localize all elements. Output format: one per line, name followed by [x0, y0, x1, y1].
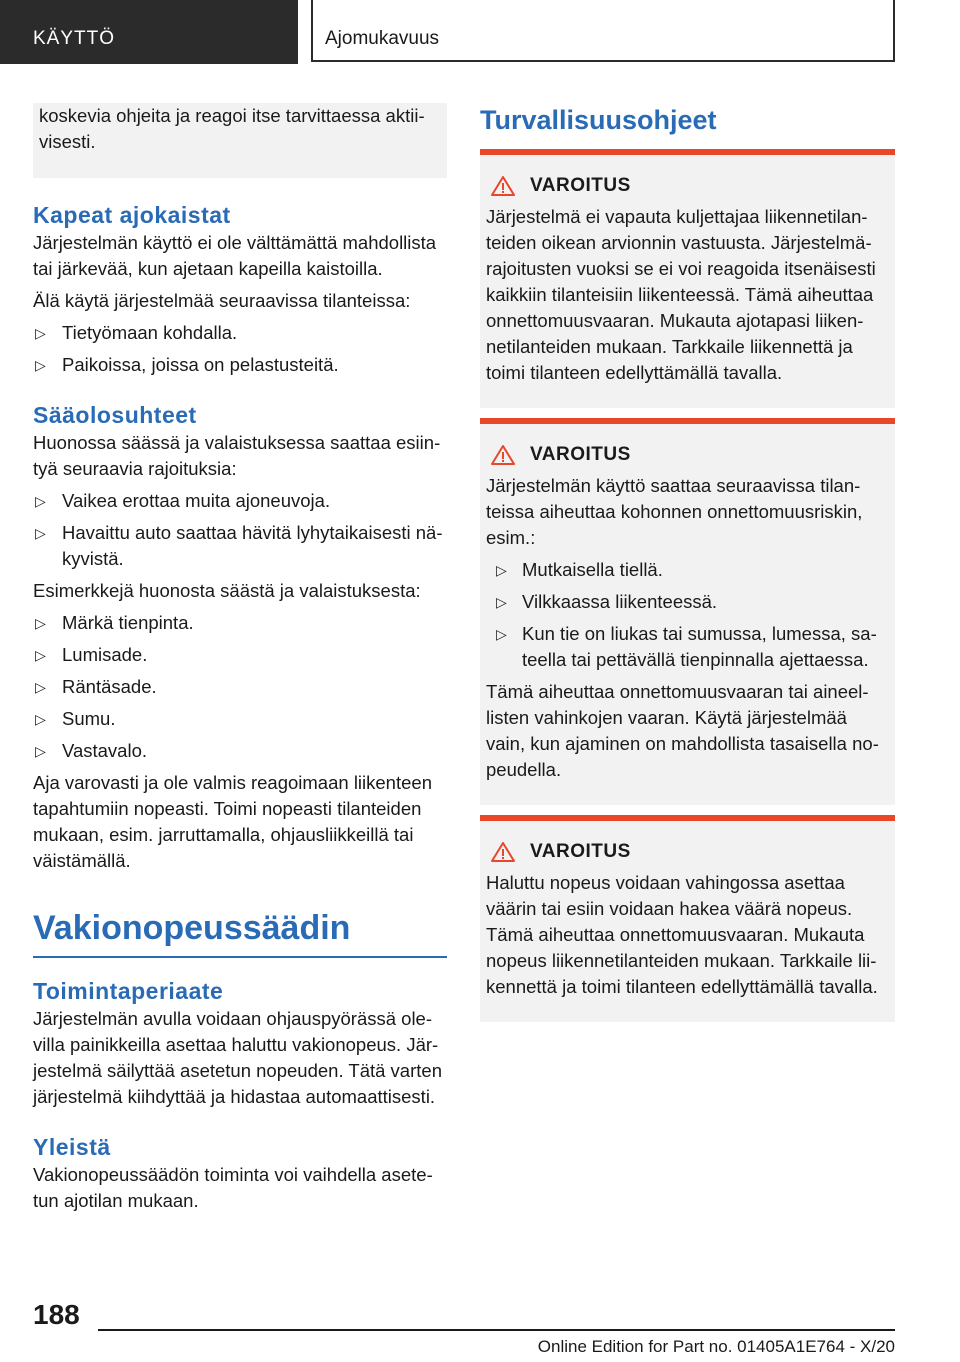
weather-list — [33, 488, 447, 572]
list-item: ▷ Lumisade. — [33, 642, 447, 668]
header-section-title: KÄYTTÖ — [33, 28, 116, 49]
triangle-bullet-icon: ▷ — [35, 743, 46, 759]
left-column — [33, 103, 447, 1214]
triangle-bullet-icon: ▷ — [35, 325, 46, 341]
header-section-tab — [0, 0, 298, 64]
intro-note-box — [33, 103, 447, 178]
triangle-bullet-icon: ▷ — [496, 562, 507, 578]
narrow-lanes-heading: Kapeat ajokaistat — [33, 202, 231, 228]
triangle-bullet-icon: ▷ — [496, 594, 507, 610]
intro-note-text: koskevia ohjeita ja reagoi itse tarvittaessa aktiivisesti. — [39, 105, 425, 152]
warning-text: Järjestelmän käyttö saattaa seuraavissa tilanteissa aiheuttaa kohonnen onnettomuusriskin, esim.: — [486, 475, 863, 548]
list-item: ▷ Vilkkaassa liikenteessä. — [486, 589, 887, 615]
warning-triangle-icon — [490, 175, 516, 197]
footer-divider — [98, 1329, 895, 1331]
warning-label: VAROITUS — [530, 175, 631, 196]
triangle-bullet-icon: ▷ — [35, 525, 46, 541]
triangle-bullet-icon: ▷ — [35, 647, 46, 663]
warning-box — [480, 418, 895, 805]
warning-label: VAROITUS — [530, 841, 631, 862]
warning-text: Haluttu nopeus voidaan vahingossa asettaa väärin tai esiin voidaan hakea väärä nopeus. Tämä aiheuttaa onnettomuusvaaran. Mukauta nopeus liikennetilanteiden mukaan. Tarkkaile liikennettä ja toimi tilanteen edellyttämällä tavalla. — [486, 872, 878, 997]
right-column — [480, 103, 895, 1022]
general-heading: Yleistä — [33, 1134, 111, 1160]
weather-examples-list — [33, 610, 447, 764]
list-item: ▷ Märkä tienpinta. — [33, 610, 447, 636]
list-item: ▷ Mutkaisella tiellä. — [486, 557, 887, 583]
list-item: ▷ Räntäsade. — [33, 674, 447, 700]
triangle-bullet-icon: ▷ — [35, 711, 46, 727]
narrow-lanes-list — [33, 320, 447, 378]
principle-text: Järjestelmän avulla voidaan ohjauspyörässä olevilla painikkeilla asettaa haluttu vakionopeus. Järjestelmä säilyttää asetetun nopeuden. Tätä varten järjestelmä kiihdyttää ja hidastaa automaattisesti. — [33, 1008, 442, 1107]
triangle-bullet-icon: ▷ — [35, 357, 46, 373]
list-item: ▷ Tietyömaan kohdalla. — [33, 320, 447, 346]
safety-heading: Turvallisuusohjeet — [480, 105, 717, 135]
header-chapter-title: Ajomukavuus — [325, 28, 440, 49]
list-item: ▷ Kun tie on liukas tai sumussa, lumessa, sateella tai pettävällä tienpinnalla ajettaessa. — [496, 623, 877, 670]
warning-triangle-icon — [490, 841, 516, 863]
triangle-bullet-icon: ▷ — [35, 615, 46, 631]
warning-box — [480, 815, 895, 1022]
warning-after-text: Tämä aiheuttaa onnettomuusvaaran tai aineellisten vahinkojen vaaran. Käytä järjestelmää vain, kun ajaminen on mahdollista tasaisella nopeudella. — [486, 681, 879, 780]
list-item: ▷ Havaittu auto saattaa hävitä lyhytaikaisesti näkyvistä. — [35, 522, 443, 569]
triangle-bullet-icon: ▷ — [496, 626, 507, 642]
general-text: Vakionopeussäädön toiminta voi vaihdella asetetun ajotilan mukaan. — [33, 1164, 433, 1211]
triangle-bullet-icon: ▷ — [35, 493, 46, 509]
page-number: 188 — [33, 1299, 80, 1330]
list-item: ▷ Sumu. — [33, 706, 447, 732]
triangle-bullet-icon: ▷ — [35, 679, 46, 695]
narrow-lanes-intro: Älä käytä järjestelmää seuraavissa tilanteissa: — [33, 290, 411, 311]
list-item: ▷ Vaikea erottaa muita ajoneuvoja. — [33, 488, 447, 514]
warning-list — [486, 557, 887, 673]
list-item: ▷ Paikoissa, joissa on pelastusteitä. — [33, 352, 447, 378]
warning-label: VAROITUS — [530, 444, 631, 465]
header-chapter-tab — [311, 0, 895, 62]
weather-examples-intro: Esimerkkejä huonosta säästä ja valaistuksesta: — [33, 580, 421, 601]
list-item: ▷ Vastavalo. — [33, 738, 447, 764]
narrow-lanes-text: Järjestelmän käyttö ei ole välttämättä mahdollista tai järkevää, kun ajetaan kapeilla kaistoilla. — [33, 232, 437, 279]
weather-closing: Aja varovasti ja ole valmis reagoimaan liikenteen tapahtumiin nopeasti. Toimi nopeasti tilanteiden mukaan, esim. jarruttamalla, ohjausliikkeillä tai väistämällä. — [33, 772, 432, 871]
cruise-control-title: Vakionopeussäädin — [33, 906, 447, 958]
warning-triangle-icon — [490, 444, 516, 466]
principle-heading: Toimintaperiaate — [33, 978, 224, 1004]
footer-edition: Online Edition for Part no. 01405A1E764 - X/20 — [537, 1337, 895, 1356]
weather-heading: Sääolosuhteet — [33, 402, 197, 428]
weather-text: Huonossa säässä ja valaistuksessa saattaa esiintyä seuraavia rajoituksia: — [33, 432, 441, 479]
warning-box — [480, 149, 895, 408]
warning-text: Järjestelmä ei vapauta kuljettajaa liikennetilanteiden oikean arvionnin vastuusta. Järjestelmärajoitusten vuoksi se ei voi reagoida itsenäisesti kaikkiin tilanteisiin liikenteessä. Tämä aiheuttaa onnettomuusvaaran. Mukauta ajotapasi liikennetilanteiden mukaan. Tarkkaile liikennettä ja toimi tilanteen edellyttämällä tavalla. — [486, 206, 876, 383]
